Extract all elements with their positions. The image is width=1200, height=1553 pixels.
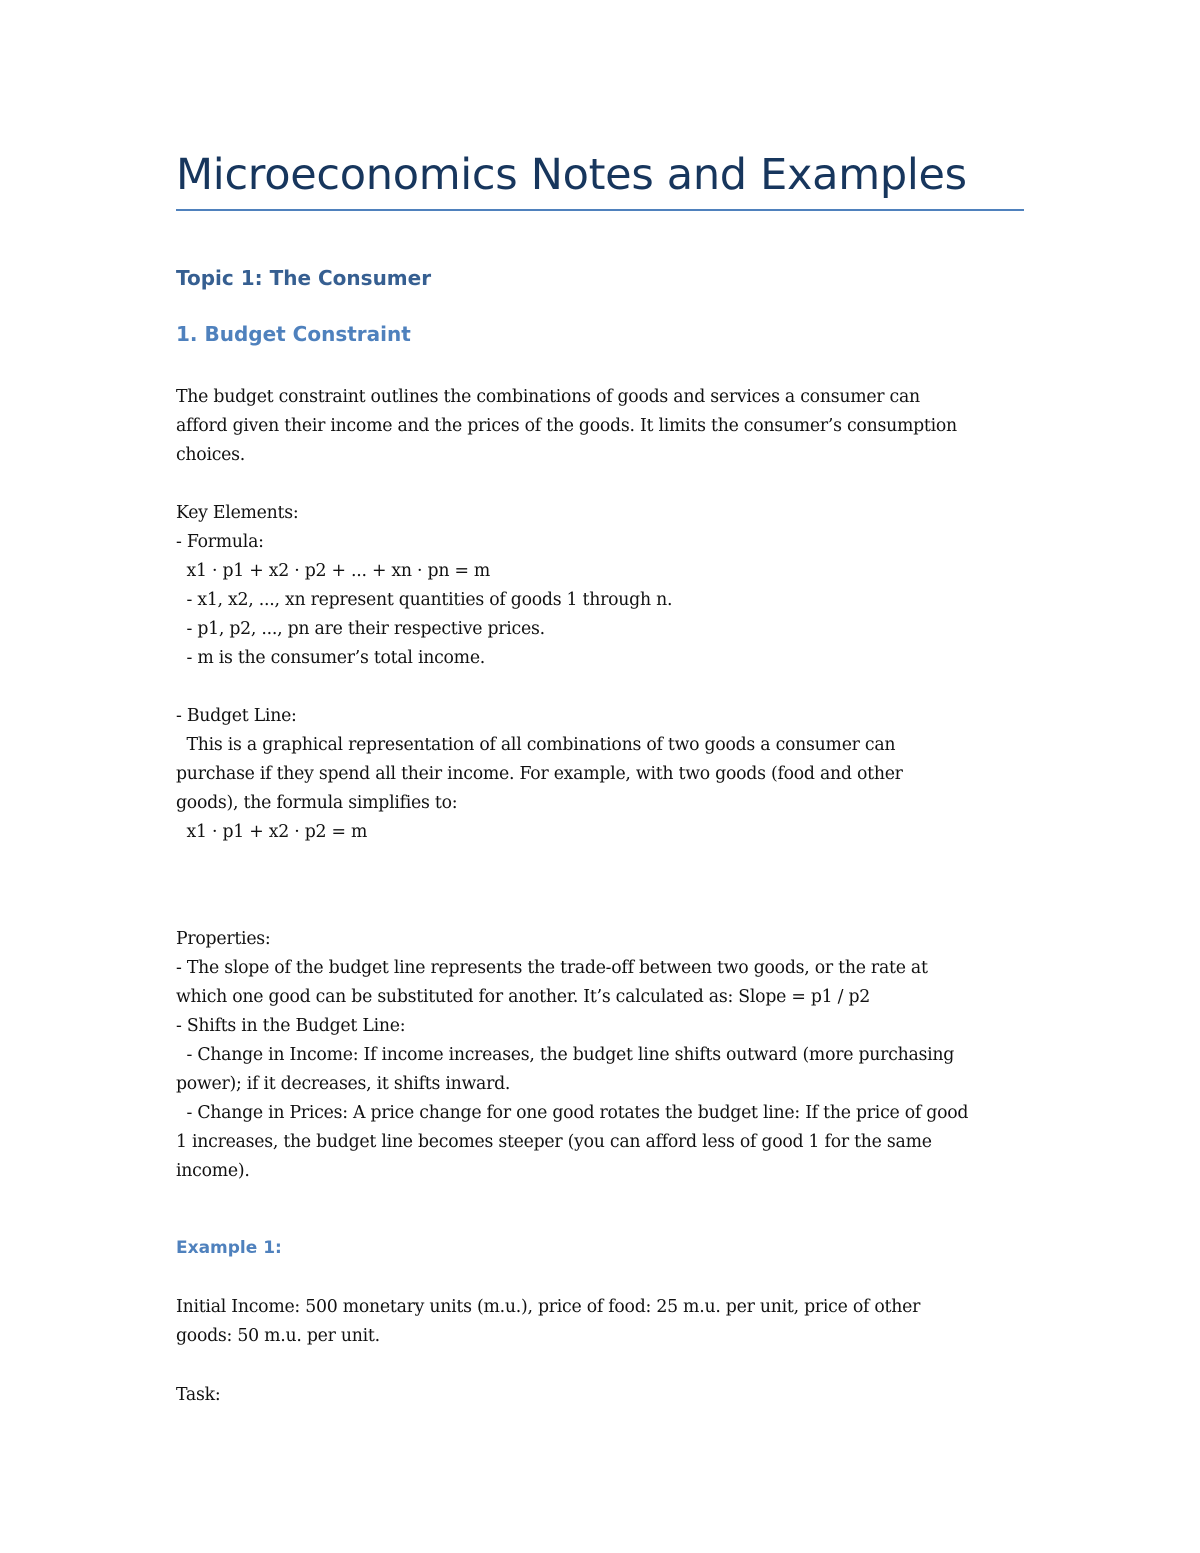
formula-line: x1 · p1 + x2 · p2 = m xyxy=(176,822,368,842)
topic-heading: Topic 1: The Consumer xyxy=(176,266,432,290)
paragraph-line: income). xyxy=(176,1161,250,1181)
paragraph-line: Initial Income: 500 monetary units (m.u.), price of food: 25 m.u. per unit, price of other xyxy=(176,1297,921,1317)
paragraph-line: - Change in Prices: A price change for one good rotates the budget line: If the price of good xyxy=(176,1103,969,1123)
formula-label: - Formula: xyxy=(176,532,264,552)
paragraph-line: goods), the formula simplifies to: xyxy=(176,793,458,813)
paragraph-line: - Change in Income: If income increases, the budget line shifts outward (more purchasing xyxy=(176,1045,955,1065)
paragraph-line: 1 increases, the budget line becomes steeper (you can afford less of good 1 for the same xyxy=(176,1132,932,1152)
paragraph-line: - The slope of the budget line represents the trade-off between two goods, or the rate at xyxy=(176,958,928,978)
formula-detail: - m is the consumer’s total income. xyxy=(176,648,486,668)
paragraph-line: choices. xyxy=(176,445,246,465)
paragraph-line: afford given their income and the prices of the goods. It limits the consumer’s consumption xyxy=(176,416,957,436)
example-heading: Example 1: xyxy=(176,1238,282,1258)
key-elements-label: Key Elements: xyxy=(176,503,299,523)
paragraph-line: This is a graphical representation of all combinations of two goods a consumer can xyxy=(176,735,896,755)
paragraph-line: goods: 50 m.u. per unit. xyxy=(176,1326,380,1346)
paragraph-line: - Shifts in the Budget Line: xyxy=(176,1016,406,1036)
formula-line: x1 · p1 + x2 · p2 + ... + xn · pn = m xyxy=(176,561,491,581)
paragraph-line: purchase if they spend all their income. For example, with two goods (food and other xyxy=(176,764,903,784)
page-title: Microeconomics Notes and Examples xyxy=(176,150,967,200)
title-underline xyxy=(176,209,1024,211)
paragraph-line: power); if it decreases, it shifts inward. xyxy=(176,1074,511,1094)
budget-line-label: - Budget Line: xyxy=(176,706,297,726)
formula-detail: - p1, p2, ..., pn are their respective prices. xyxy=(176,619,545,639)
section-heading: 1. Budget Constraint xyxy=(176,322,411,346)
properties-label: Properties: xyxy=(176,929,271,949)
paragraph-line: which one good can be substituted for another. It’s calculated as: Slope = p1 / p2 xyxy=(176,987,870,1007)
paragraph-line: The budget constraint outlines the combinations of goods and services a consumer can xyxy=(176,387,920,407)
task-label: Task: xyxy=(176,1385,221,1405)
formula-detail: - x1, x2, ..., xn represent quantities of goods 1 through n. xyxy=(176,590,673,610)
